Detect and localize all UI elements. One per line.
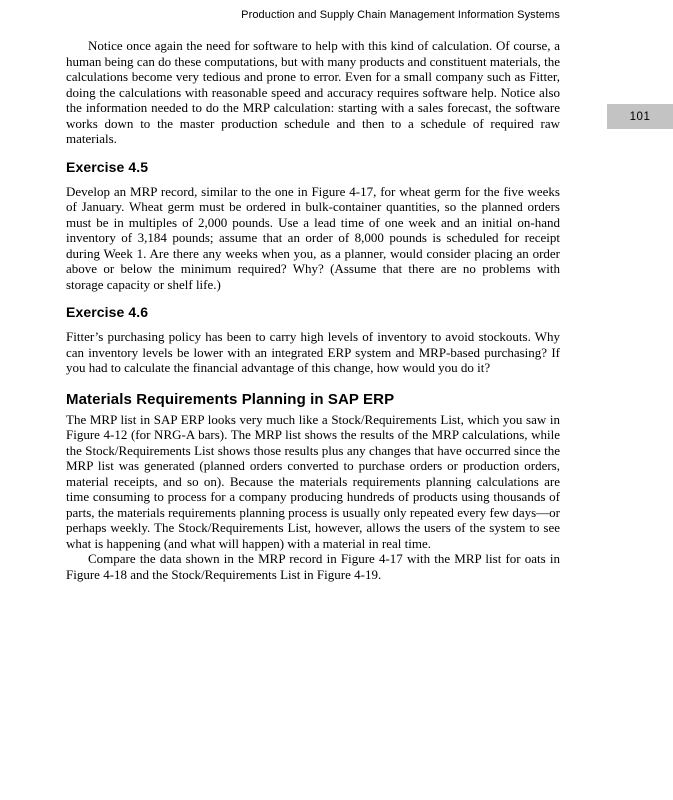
exercise-4-6-body: Fitter’s purchasing policy has been to carry high levels of inventory to avoid stockouts. Why can inventory levels be lower with an integrated ERP system and MRP-based purchasing? If you had to calculate the financial advantage of this change, how would you do it?	[66, 329, 560, 375]
running-header: Production and Supply Chain Management Information Systems	[241, 9, 560, 21]
mrp-section-paragraph-1: The MRP list in SAP ERP looks very much like a Stock/Requirements List, which you saw in Figure 4-12 (for NRG-A bars). The MRP list shows the results of the MRP calculations, while the Stock/Requirements List shows those results plus any changes that have occurred since the MRP list was generated (planned orders converted to purchase orders or production orders, material receipts, and so on). Because the materials requirements planning calculations are time consuming to process for a company producing hundreds of products using thousands of parts, the materials requirements planning process is usually only repeated every few days—or perhaps weekly. The Stock/Requirements List, however, allows the users of the system to see what is happening (and what will happen) with a material in real time.	[66, 411, 560, 551]
exercise-4-5-body: Develop an MRP record, similar to the one in Figure 4-17, for wheat germ for the five weeks of January. Wheat germ must be ordered in bulk-container quantities, so the planned orders must be in multiples of 2,000 pounds. Use a lead time of one week and an initial on-hand inventory of 3,184 pounds; assume that an order of 8,000 pounds is scheduled for receipt during Week 1. Are there any weeks when you, as a planner, would consider placing an order above or below the minimum required? Why? (Assume that there are no problems with storage capacity or shelf life.)	[66, 183, 560, 292]
page-number: 101	[629, 110, 651, 123]
intro-paragraph: Notice once again the need for software to help with this kind of calculation. Of course, a human being can do these computations, but with many products and constituent materials, the calculations become very tedious and prone to error. Even for a small company such as Fitter, doing the calculations with reasonable speed and accuracy requires software help. Notice also the information needed to do the MRP calculation: starting with a sales forecast, the software works down to the master production schedule and then to a schedule of required raw materials.	[66, 38, 560, 146]
mrp-section-heading: Materials Requirements Planning in SAP ERP	[66, 390, 395, 408]
exercise-4-5-heading: Exercise 4.5	[66, 158, 149, 175]
mrp-section-paragraph-2: Compare the data shown in the MRP record in Figure 4-17 with the MRP list for oats in Figure 4-18 and the Stock/Requirements List in Figure 4-19.	[66, 551, 560, 582]
page-number-badge	[607, 104, 673, 129]
text-column	[66, 0, 560, 582]
exercise-4-6-heading: Exercise 4.6	[66, 304, 149, 320]
